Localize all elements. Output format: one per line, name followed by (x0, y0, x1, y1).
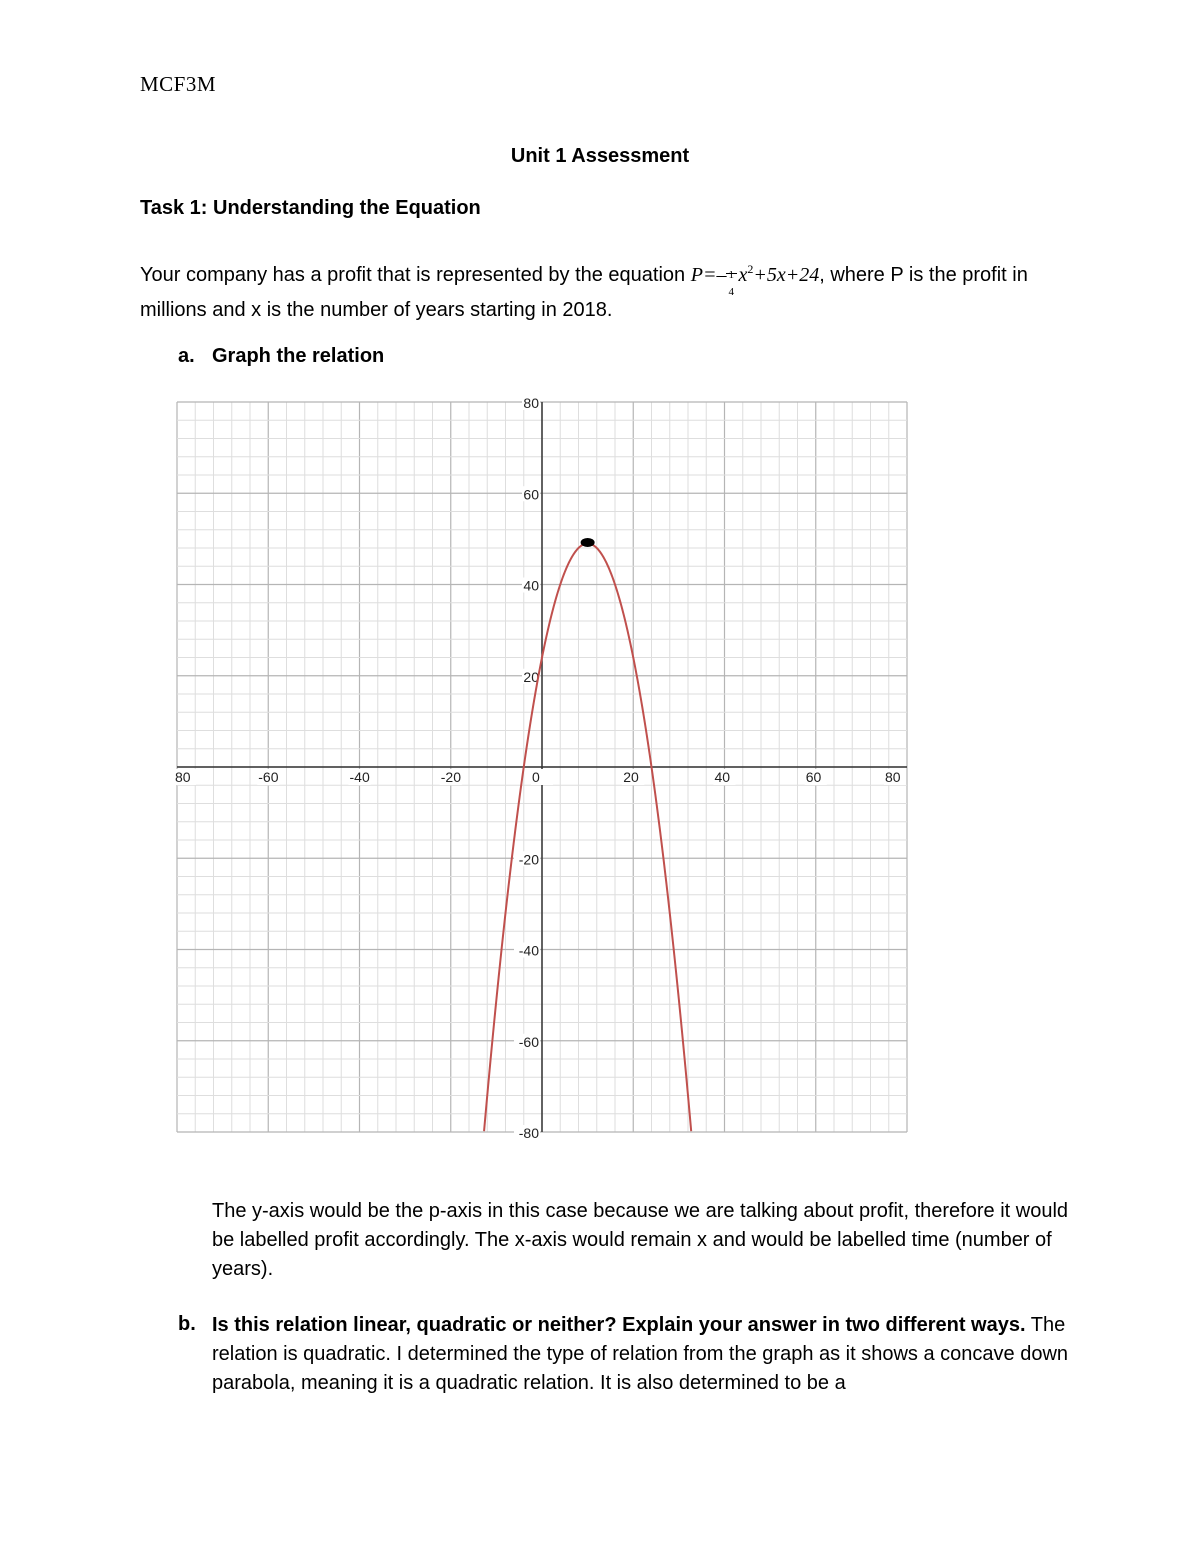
part-b-question: Is this relation linear, quadratic or neither? Explain your answer in two different ways. (212, 1314, 1026, 1336)
y-tick-label: -20 (518, 851, 539, 868)
intro-text-after: , where P is the profit in millions and x is the number of years starting in 2018. (140, 264, 1028, 321)
profit-equation (690, 262, 820, 299)
course-code: MCF3M (140, 72, 217, 96)
part-b-body (212, 1311, 1072, 1398)
intro-text-before: Your company has a profit that is represented by the equation (140, 264, 691, 286)
y-tick-label: 60 (523, 486, 539, 503)
x-tick-label: -40 (349, 769, 370, 785)
part-b-answer: The relation is quadratic. I determined the type of relation from the graph as it shows a concave down parabola, meaning it is a quadratic relation. It is also determined to be a (212, 1314, 1069, 1394)
y-tick-label: -40 (518, 942, 539, 959)
page-title: Unit 1 Assessment (510, 145, 690, 167)
eq-frac-num: 1 (728, 269, 734, 282)
x-tick-label: 80 (885, 769, 901, 785)
eq-fraction (726, 267, 738, 299)
eq-exponent: 2 (747, 262, 754, 276)
parabola-graph (170, 395, 915, 1145)
eq-x: x (738, 264, 748, 286)
y-tick-label: -80 (518, 1125, 539, 1141)
x-tick-label: 20 (623, 769, 639, 785)
eq-rest: +5x+24 (753, 264, 820, 286)
x-tick-label: 80 (175, 769, 191, 785)
vertex-point (581, 538, 595, 547)
x-tick-label: 40 (714, 769, 731, 785)
x-tick-label: -60 (258, 769, 279, 785)
eq-frac-den: 4 (728, 286, 734, 299)
part-a-answer: The y-axis would be the p-axis in this case because we are talking about profit, therefore it would be labelled profit accordingly. The x-axis would remain x and would be labelled time (number of years). (212, 1200, 1069, 1280)
task-heading: Task 1: Understanding the Equation (140, 197, 481, 219)
y-tick-label: 40 (523, 577, 539, 594)
y-tick-label: 80 (523, 395, 539, 411)
part-a-label: a. (178, 345, 195, 367)
part-a-title: Graph the relation (212, 345, 385, 367)
part-a-heading (178, 345, 384, 368)
x-tick-label: 0 (532, 769, 540, 785)
y-tick-label: 20 (523, 668, 539, 685)
eq-frac-bar (726, 273, 737, 274)
task-intro (140, 252, 1060, 328)
y-tick-label: -60 (518, 1033, 539, 1050)
part-b-label: b. (178, 1313, 196, 1335)
x-tick-label: -20 (440, 769, 461, 785)
x-tick-label: 60 (805, 769, 822, 785)
eq-lhs: P=– (690, 264, 727, 286)
